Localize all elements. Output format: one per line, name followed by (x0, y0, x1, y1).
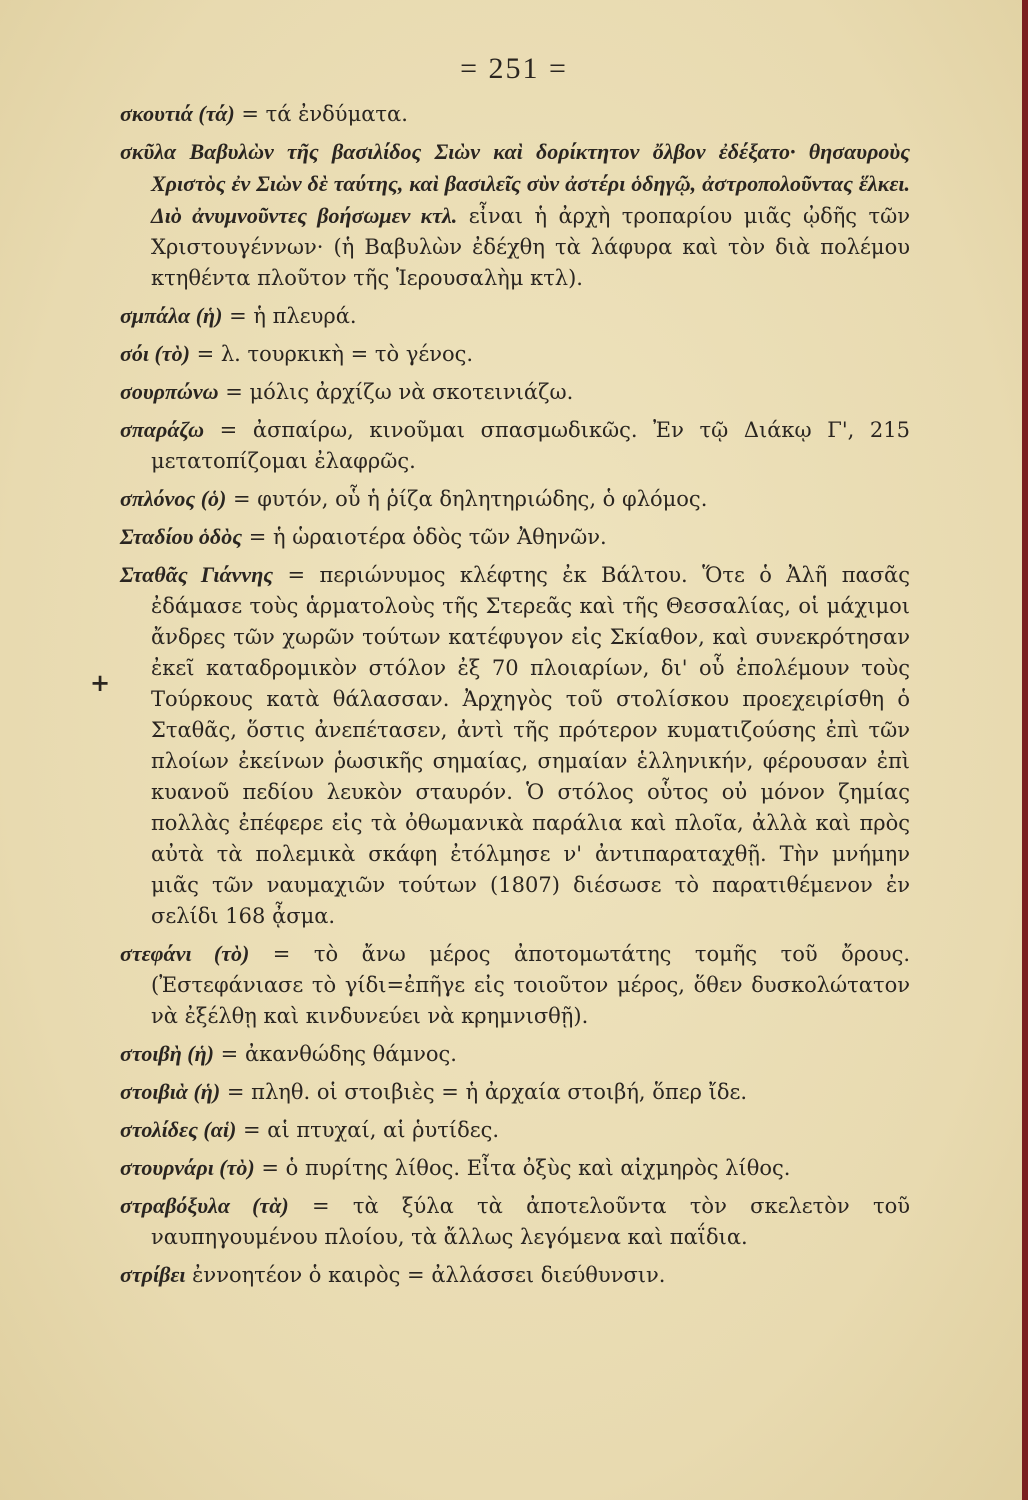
entry-headword: σμπάλα (ἡ) (120, 303, 223, 328)
entry (120, 1259, 910, 1291)
entry (120, 300, 910, 332)
entry-definition: = τὰ ξύλα τὰ ἀποτελοῦντα τὸν σκελετὸν τοῦ ναυπηγουμένου πλοίου, τὰ ἄλλως λεγόμενα καὶ παΐδια. (151, 1194, 910, 1249)
entry-headword: στραβόξυλα (τὰ) (120, 1193, 289, 1218)
entry-definition: = περιώνυμος κλέφτης ἐκ Βάλτου. Ὅτε ὁ Ἀλῆ πασᾶς ἐδάμασε τοὺς ἁρματολοὺς τῆς Στερεᾶς καὶ τῆς Θεσσαλίας, οἱ μάχιμοι ἄνδρες τῶν χωρῶν τούτων κατέφυγον εἰς Σκίαθον, καὶ συνεκρότησαν ἐκεῖ καταδρομικὸν στόλον ἐξ 70 πλοιαρίων, δι' οὗ ἐπολέμουν τοὺς Τούρκους κατὰ θάλασσαν. Ἀρχηγὸς τοῦ στολίσκου προεχειρίσθη ὁ Σταθᾶς, ὅστις ἀνεπέτασεν, ἀντὶ τῆς πρότερον κυματιζούσης ἐπὶ τῶν πλοίων ἐκείνων ῥωσικῆς σημαίας, σημαίαν ἑλληνικήν, φέρουσαν ἐπὶ κυανοῦ πεδίου λευκὸν σταυρόν. Ὁ στόλος οὗτος οὐ μόνον ζημίας πολλὰς ἐπέφερε εἰς τὰ ὀθωμανικὰ παράλια καὶ πλοῖα, ἀλλὰ καὶ πρὸς αὐτὰ τὰ πολεμικὰ σκάφη ἐτόλμησε ν' ἀντιπαραταχθῇ. Τὴν μνήμην μιᾶς τῶν ναυμαχιῶν τούτων (1807) διέσωσε τὸ παρατιθέμενον ἐν σελίδι 168 ᾆσμα. (151, 563, 910, 928)
entry-headword: Σταδίου ὁδὸς (120, 524, 243, 549)
entry-definition: = τά ἐνδύματα. (234, 102, 408, 126)
entry (120, 136, 910, 294)
entry-definition: εἶναι ἡ ἀρχὴ τροπαρίου μιᾶς ᾠδῆς τῶν Χριστουγέννων· (ἡ Βαβυλὼν ἐδέχθη τὰ λάφυρα καὶ τὸν διὰ πολέμου κτηθέντα πλοῦτον τῆς Ἱερουσαλὴμ κτλ). (151, 204, 910, 290)
entry-headword: στουρνάρι (τὸ) (120, 1155, 255, 1180)
entry-headword: σουρπώνω (120, 379, 219, 404)
entry-headword: στρίβει (120, 1262, 186, 1287)
entry (120, 1076, 910, 1108)
entry-definition: = ἡ πλευρά. (222, 304, 357, 328)
entry-definition: = αἱ πτυχαί, αἱ ῥυτίδες. (236, 1118, 500, 1142)
entry-definition: = ἡ ὡραιοτέρα ὁδὸς τῶν Ἀθηνῶν. (242, 525, 607, 549)
entry-headword: στεφάνι (τὸ) (120, 941, 250, 966)
entry (120, 938, 910, 1032)
entry (120, 559, 910, 932)
entry-headword: στοιβὴ (ἡ) (120, 1041, 214, 1066)
entry (120, 376, 910, 408)
entry-definition: = λ. τουρκικὴ = τὸ γένος. (189, 342, 474, 366)
entry (120, 338, 910, 370)
entry-headword: στολίδες (αἱ) (120, 1117, 237, 1142)
entry-definition: = ὁ πυρίτης λίθος. Εἶτα ὀξὺς καὶ αἰχμηρὸς λίθος. (254, 1156, 791, 1180)
page-number: = 251 = (460, 52, 568, 85)
entry-headword: σπλόνος (ὁ) (120, 486, 227, 511)
dictionary-entries (90, 98, 911, 1297)
page-edge (1022, 0, 1028, 1500)
entry (120, 483, 910, 515)
entry (120, 1038, 910, 1070)
entry-definition: = φυτόν, οὗ ἡ ῥίζα δηλητηριώδης, ὁ φλόμος. (226, 487, 708, 511)
entry-headword: σκῦλα Βαβυλὼν τῆς βασιλίδος Σιὼν καὶ δορίκτητον ὄλβον ἐδέξατο· θησαυροὺς Χριστὸς ἐν Σιὼν δὲ ταύτης, καὶ βασιλεῖς σὺν ἀστέρι ὁδηγῷ, ἀστροπολοῦντας ἕλκει. Διὸ ἀνυμνοῦντες βοήσωμεν κτλ. (120, 139, 910, 228)
entry (120, 1190, 910, 1253)
entry-headword: σόι (τὸ) (120, 341, 190, 366)
entry (120, 414, 910, 477)
entry-headword: Σταθᾶς Γιάννης (120, 562, 274, 587)
entry-definition: = τὸ ἄνω μέρος ἀποτομωτάτης τομῆς τοῦ ὄρους. (Ἐστεφάνιασε τὸ γίδι=ἐπῆγε εἰς τοιοῦτον μέρος, ὅθεν δυσκολώτατον νὰ ἐξέλθῃ καὶ κινδυνεύει νὰ κρημνισθῇ). (151, 942, 911, 1028)
entry-definition: = πληθ. οἱ στοιβιὲς = ἡ ἀρχαία στοιβή, ὅπερ ἴδε. (220, 1080, 748, 1104)
margin-cross-mark: + (90, 668, 111, 697)
entry-definition: = ἀκανθώδης θάμνος. (214, 1042, 457, 1066)
entry-definition: = ἀσπαίρω, κινοῦμαι σπασμωδικῶς. Ἐν τῷ Διάκῳ Γ', 215 μετατοπίζομαι ἐλαφρῶς. (151, 418, 910, 473)
entry-definition: = μόλις ἀρχίζω νὰ σκοτεινιάζω. (218, 380, 574, 404)
entry-headword: στοιβιὰ (ἡ) (120, 1079, 221, 1104)
entry (120, 1114, 910, 1146)
entry-headword: σπαράζω (120, 417, 205, 442)
entry-definition: ἐννοητέον ὁ καιρὸς = ἀλλάσσει διεύθυνσιν. (185, 1263, 666, 1287)
entry (120, 1152, 910, 1184)
entry-headword: σκουτιά (τά) (120, 101, 235, 126)
entry (120, 98, 910, 130)
entry (120, 521, 910, 553)
